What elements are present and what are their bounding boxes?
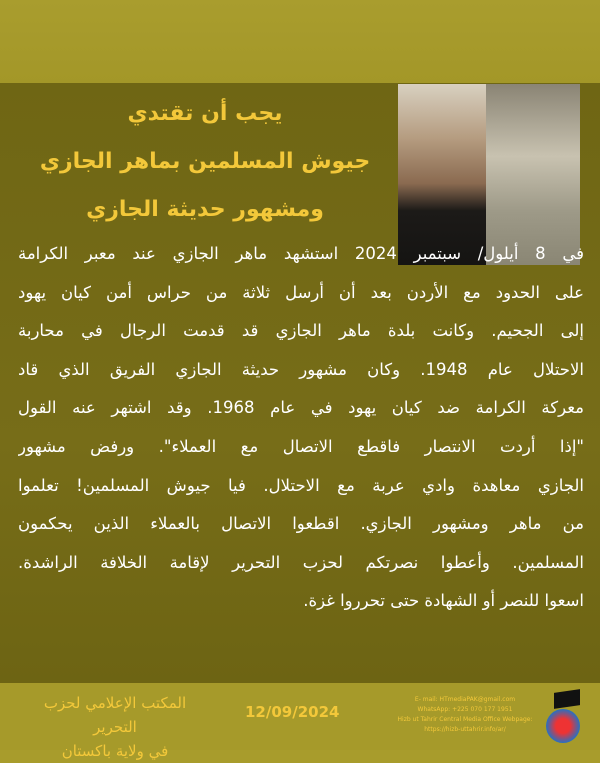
body-line: في 8 أيلول/ سبتمبر 2024 استشهد ماهر الجازي عند معبر الكرامة [18, 244, 584, 263]
whatsapp: WhatsApp: +225 070 177 1951 [417, 706, 513, 713]
headline-line: جيوش المسلمين بماهر الجازي [39, 149, 371, 174]
office-line: المكتب الإعلامي لحزب التحرير [43, 694, 187, 736]
body-line: الاحتلال عام 1948. وكان مشهور حديثة الجازي الفريق الذي قاد [18, 359, 584, 379]
date: 12/09/2024 [245, 703, 340, 721]
portrait-photos [398, 84, 580, 265]
headline-line: ومشهور حديثة الجازي [86, 197, 324, 222]
body-line: على الحدود مع الأردن بعد أن أرسل ثلاثة من حراس أمن كيان يهود [18, 282, 584, 302]
top-band [0, 0, 600, 83]
webpage-url: https://hizb-uttahrir.info/ar/ [424, 726, 506, 733]
media-office-logo-icon [546, 691, 584, 743]
contact-info [390, 695, 540, 735]
globe-icon [546, 709, 580, 743]
photo-maher-al-jazi [398, 84, 486, 265]
email: E- mail: HTmediaPAK@gmail.com [414, 696, 516, 703]
webpage-label: Hizb ut Tahrir Central Media Office Webpage: [397, 716, 533, 723]
body-line: الجازي معاهدة وادي عربة مع الاحتلال. فيا جيوش المسلمين! تعلموا [18, 475, 584, 495]
body-line: معركة الكرامة ضد كيان يهود في عام 1968. وقد اشتهر عنه القول [18, 398, 584, 418]
office-line: في ولاية باكستان [61, 742, 169, 760]
body-line: المسلمين. وأعطوا نصرتكم لحزب التحرير لإقامة الخلافة الراشدة. [18, 552, 584, 572]
media-office-name [20, 691, 210, 763]
photo-mashhour-al-jazi [486, 84, 580, 265]
body-line: من ماهر ومشهور الجازي. اقطعوا الاتصال بالعملاء الذين يحكمون [18, 514, 584, 534]
headline-line: يجب أن تقتدي [127, 101, 283, 126]
body-line: اسعوا للنصر أو الشهادة حتى تحرروا غزة. [303, 591, 584, 611]
body-line: "إذا أردت الانتصار فاقطع الاتصال مع العملاء". ورفض مشهور [18, 436, 584, 456]
body-text [18, 240, 584, 626]
body-line: إلى الجحيم. وكانت بلدة ماهر الجازي قد قدمت الرجال في محاربة [18, 321, 584, 341]
footer [0, 683, 600, 760]
flag-icon [554, 689, 580, 709]
headline [20, 90, 390, 234]
